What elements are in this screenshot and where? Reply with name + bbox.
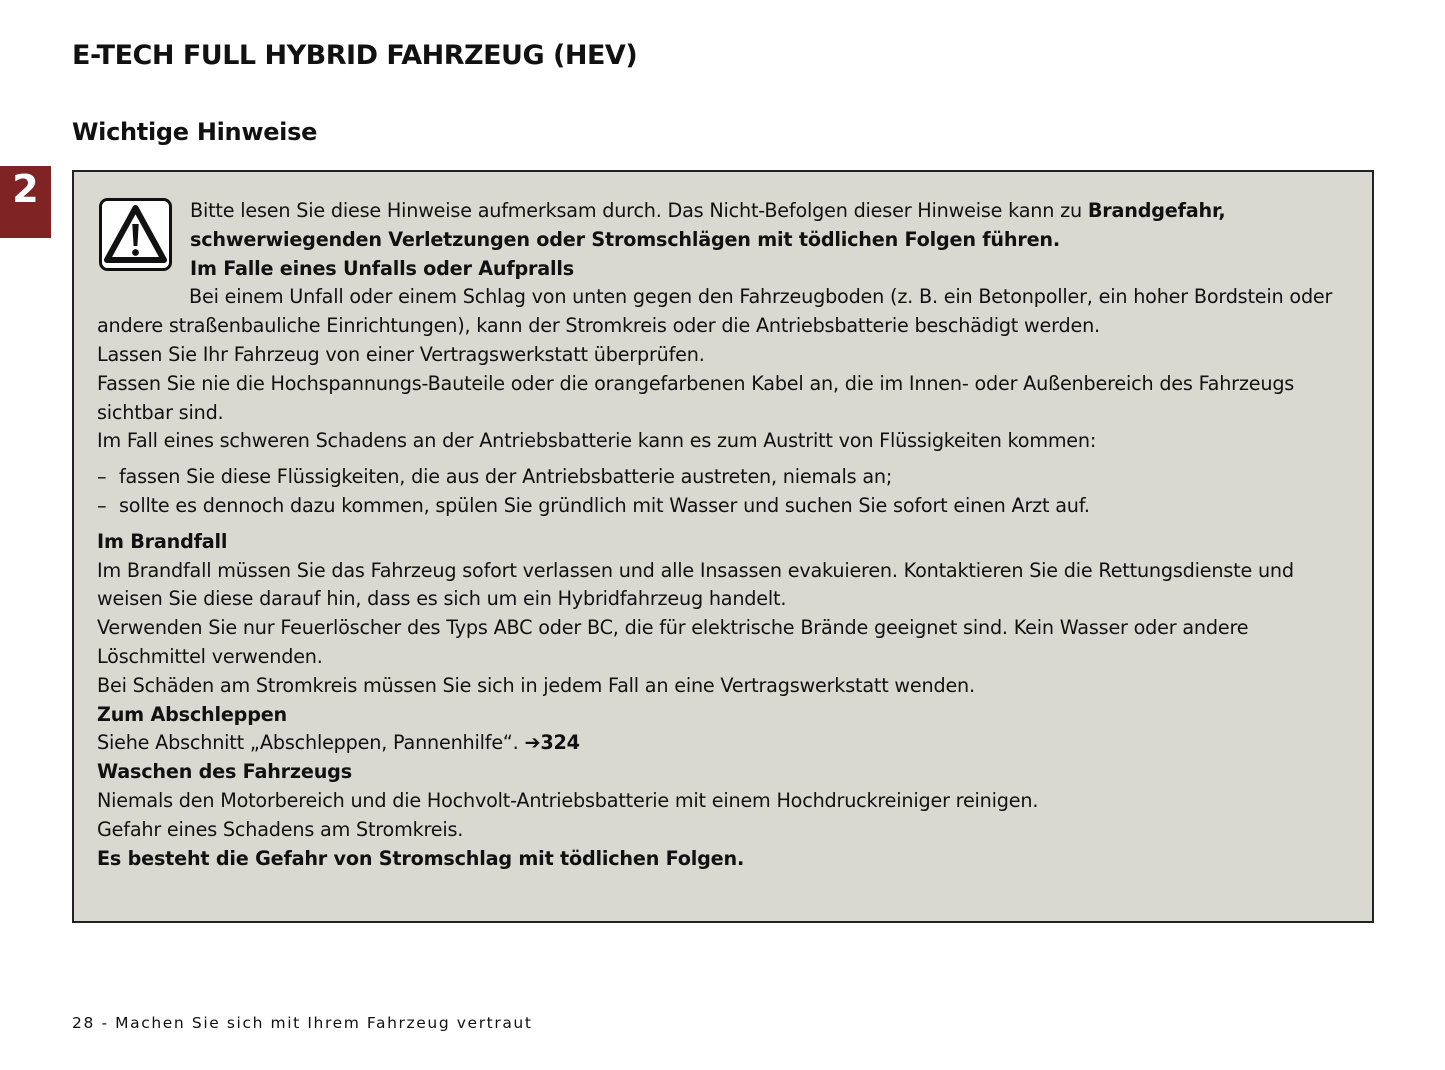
washing-damage: Gefahr eines Schadens am Stromkreis. (97, 817, 464, 841)
washing-text: Niemals den Motorbereich und die Hochvolt-Antriebsbatterie mit einem Hochdruckreiniger reinigen. (97, 788, 1039, 812)
warning-intro (97, 197, 1354, 255)
list-item-text: fassen Sie diese Flüssigkeiten, die aus der Antriebsbatterie austreten, niemals an; (119, 465, 893, 489)
fire-heading: Im Brandfall (97, 529, 228, 553)
accident-check: Lassen Sie Ihr Fahrzeug von einer Vertragswerkstatt überprüfen. (97, 342, 705, 366)
warning-intro-text: Bitte lesen Sie diese Hinweise aufmerksam durch. Das Nicht-Befolgen dieser Hinweise kann zu (190, 199, 1088, 222)
bullet-dash: – (97, 493, 107, 517)
chapter-tab: 2 (0, 166, 51, 238)
fire-text: Im Brandfall müssen Sie das Fahrzeug sofort verlassen und alle Insassen evakuieren. Kontaktieren Sie die Rettungsdienste und weisen Sie diese darauf hin, dass es sich um ein Hybridfahrzeug handelt. (97, 558, 1294, 611)
accident-text: Bei einem Unfall oder einem Schlag von unten gegen den Fahrzeugboden (z. B. ein Betonpoller, ein hoher Bordstein oder andere straßenbauliche Einrichtungen), kann der Stromkreis oder die Antriebsbatterie beschädigt werden. (97, 285, 1333, 338)
washing-danger: Es besteht die Gefahr von Stromschlag mit tödlichen Folgen. (97, 846, 745, 870)
list-item-text: sollte es dennoch dazu kommen, spülen Sie gründlich mit Wasser und suchen Sie sofort einen Arzt auf. (119, 493, 1090, 517)
towing-text-body: Siehe Abschnitt „Abschleppen, Pannenhilfe“. (97, 731, 525, 755)
warning-text (97, 197, 1354, 873)
list-item (97, 463, 1354, 492)
fire-workshop: Bei Schäden am Stromkreis müssen Sie sich in jedem Fall an eine Vertragswerkstatt wenden. (97, 673, 975, 697)
page-title: E-TECH FULL HYBRID FAHRZEUG (HEV) (72, 40, 638, 71)
warning-triangle-icon (99, 198, 172, 271)
accident-cables: Fassen Sie nie die Hochspannungs-Bauteile oder die orangefarbenen Kabel an, die im Innen- oder Außenbereich des Fahrzeugs sichtbar sind. (97, 371, 1295, 424)
accident-heading: Im Falle eines Unfalls oder Aufpralls (190, 256, 574, 280)
fire-extinguisher: Verwenden Sie nur Feuerlöscher des Typs ABC oder BC, die für elektrische Brände geeignet sind. Kein Wasser oder andere Löschmittel verwenden. (97, 616, 1249, 668)
towing-heading: Zum Abschleppen (97, 702, 288, 726)
page-footer: 28 - Machen Sie sich mit Ihrem Fahrzeug vertraut (72, 1014, 533, 1032)
arrow-right-icon: ➔ (524, 731, 541, 755)
warning-box (72, 170, 1374, 923)
list-item (97, 492, 1354, 521)
warning-intro-emphasis: Brandgefahr, schwerwiegenden Verletzungen oder Stromschlägen mit tödlichen Folgen führen. (190, 199, 1226, 251)
bullet-dash: – (97, 465, 107, 489)
section-title: Wichtige Hinweise (72, 118, 318, 146)
fluid-bullet-list (97, 463, 1354, 521)
accident-fluids: Im Fall eines schweren Schadens an der Antriebsbatterie kann es zum Austritt von Flüssigkeiten kommen: (97, 429, 1097, 453)
washing-heading: Waschen des Fahrzeugs (97, 760, 352, 784)
towing-text (97, 729, 1354, 758)
page-reference-link[interactable]: 324 (540, 731, 580, 755)
